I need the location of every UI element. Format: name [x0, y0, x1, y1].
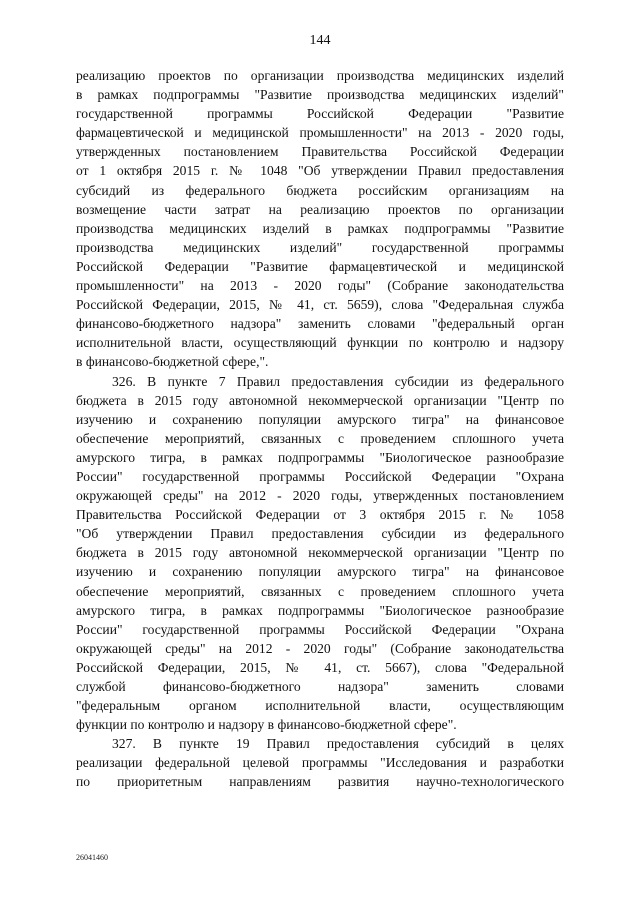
- text-line: от 1 октября 2015 г. № 1048 "Об утверждении Правил предоставления: [76, 163, 564, 179]
- text-line: "Об утверждении Правил предоставления субсидии из федерального: [76, 526, 564, 542]
- text-line: "федеральным органом исполнительной власти, осуществляющим: [76, 698, 564, 714]
- paragraph: [76, 372, 564, 735]
- text-line: Российской Федерации, 2015, № 41, ст. 5667), слова "Федеральной: [76, 659, 564, 675]
- text-line: по приоритетным направлениям развития научно-технологического: [76, 774, 564, 790]
- page-number: 144: [309, 33, 331, 48]
- paragraph: [76, 66, 564, 372]
- text-line: Российской Федерации, 2015, № 41, ст. 5659), слова "Федеральная служба: [76, 297, 564, 313]
- text-line: финансово-бюджетного надзора" заменить словами "федеральный орган: [76, 316, 564, 332]
- text-line: в рамках подпрограммы "Развитие производства медицинских изделий": [76, 87, 564, 103]
- text-line: промышленности" на 2013 - 2020 годы" (Собрание законодательства: [76, 278, 564, 294]
- text-line: 326. В пункте 7 Правил предоставления субсидии из федерального: [112, 373, 564, 389]
- text-line: изучению и сохранению популяции амурского тигра" на финансовое: [76, 564, 564, 580]
- text-line: 327. В пункте 19 Правил предоставления субсидий в целях: [112, 736, 564, 752]
- text-line: государственной программы Российской Федерации "Развитие: [76, 106, 564, 122]
- text-line: Российской Федерации "Развитие фармацевтической и медицинской: [76, 258, 564, 274]
- text-line: функции по контролю и надзору в финансово-бюджетной сфере".: [76, 717, 457, 733]
- text-line: России" государственной программы Российской Федерации "Охрана: [76, 621, 564, 637]
- text-line: реализацию проектов по организации производства медицинских изделий: [76, 68, 564, 83]
- text-line: окружающей среды" на 2012 - 2020 годы" (Собрание законодательства: [76, 640, 564, 656]
- text-line: службой финансово-бюджетного надзора" заменить словами: [76, 679, 564, 694]
- text-line: в финансово-бюджетной сфере,".: [76, 354, 269, 370]
- text-line: реализации федеральной целевой программы "Исследования и разработки: [76, 755, 564, 771]
- text-line: амурского тигра, в рамках подпрограммы "Биологическое разнообразие: [76, 449, 564, 465]
- text-line: производства медицинских изделий" государственной программы: [76, 239, 564, 255]
- text-line: амурского тигра, в рамках подпрограммы "Биологическое разнообразие: [76, 602, 564, 618]
- text-line: бюджета в 2015 году автономной некоммерческой организации "Центр по: [76, 545, 564, 561]
- text-line: окружающей среды" на 2012 - 2020 годы, утвержденных постановлением: [76, 488, 564, 504]
- text-line: утвержденных постановлением Правительства Российской Федерации: [76, 144, 564, 160]
- document-code: 26041460: [76, 853, 108, 862]
- document-body: [76, 66, 564, 792]
- paragraph: [76, 734, 564, 791]
- text-line: бюджета в 2015 году автономной некоммерческой организации "Центр по: [76, 392, 564, 408]
- text-line: обеспечение мероприятий, связанных с проведением сплошного учета: [76, 430, 564, 446]
- text-line: России" государственной программы Российской Федерации "Охрана: [76, 468, 564, 484]
- text-line: исполнительной власти, осуществляющий функции по контролю и надзору: [76, 335, 564, 351]
- text-line: фармацевтической и медицинской промышленности" на 2013 - 2020 годы,: [76, 125, 564, 141]
- text-line: изучению и сохранению популяции амурского тигра" на финансовое: [76, 411, 564, 427]
- text-line: Правительства Российской Федерации от 3 октября 2015 г. № 1058: [76, 507, 564, 523]
- text-line: обеспечение мероприятий, связанных с проведением сплошного учета: [76, 583, 564, 599]
- text-line: возмещение части затрат на реализацию проектов по организации: [76, 201, 564, 217]
- text-line: субсидий из федерального бюджета российским организациям на: [76, 182, 564, 198]
- text-line: производства медицинских изделий в рамках подпрограммы "Развитие: [76, 220, 564, 236]
